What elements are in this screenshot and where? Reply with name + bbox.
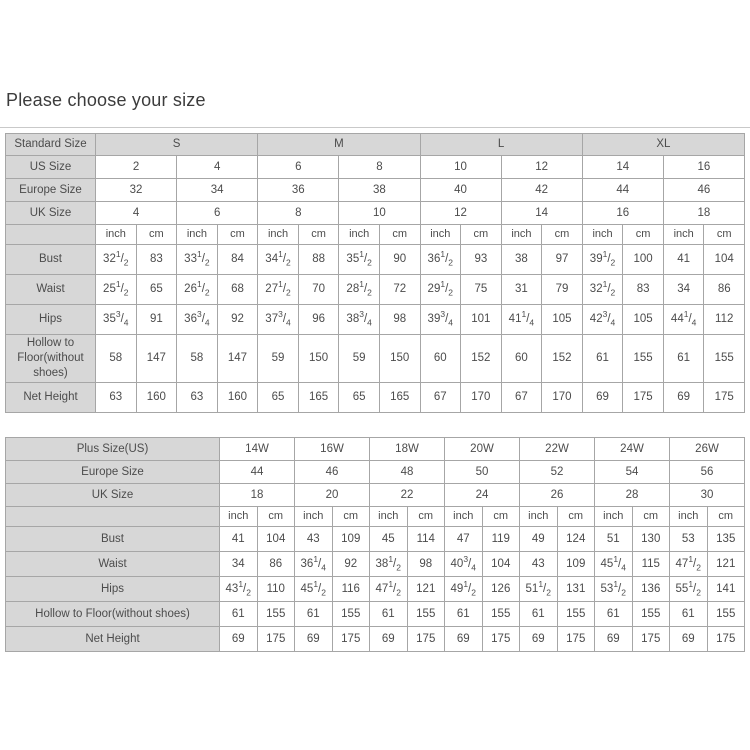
unit-header: cm bbox=[407, 507, 445, 527]
measure-value: 165 bbox=[298, 382, 339, 412]
measure-value: 175 bbox=[704, 382, 745, 412]
size-value: 16 bbox=[582, 202, 663, 225]
size-group-header: S bbox=[96, 134, 258, 156]
measure-value: 75 bbox=[461, 275, 502, 305]
unit-header: inch bbox=[295, 507, 333, 527]
title-divider bbox=[0, 127, 750, 128]
size-value: 48 bbox=[370, 461, 445, 484]
measure-value: 61 bbox=[663, 335, 704, 383]
measure-value: 112 bbox=[704, 305, 745, 335]
measure-value: $29^1/_2$ bbox=[420, 275, 461, 305]
measure-value: 116 bbox=[332, 577, 370, 602]
unit-header: cm bbox=[217, 225, 258, 245]
measure-value: 34 bbox=[663, 275, 704, 305]
unit-header: cm bbox=[632, 507, 670, 527]
row-label: Europe Size bbox=[6, 461, 220, 484]
measure-value: 109 bbox=[332, 527, 370, 552]
measure-value: $32^1/_2$ bbox=[96, 245, 137, 275]
measure-value: 147 bbox=[136, 335, 177, 383]
measure-value: 69 bbox=[520, 627, 558, 652]
size-value: 32 bbox=[96, 179, 177, 202]
measure-value: $36^1/_4$ bbox=[295, 552, 333, 577]
measure-value: 155 bbox=[257, 602, 295, 627]
size-value: 50 bbox=[445, 461, 520, 484]
table-row bbox=[6, 179, 745, 202]
measure-value: $37^3/_4$ bbox=[258, 305, 299, 335]
measure-value: 41 bbox=[220, 527, 258, 552]
size-value: 46 bbox=[663, 179, 744, 202]
measure-value: 155 bbox=[707, 602, 745, 627]
measure-value: 58 bbox=[177, 335, 218, 383]
measure-value: 61 bbox=[295, 602, 333, 627]
measure-value: 121 bbox=[407, 577, 445, 602]
unit-header: inch bbox=[582, 225, 623, 245]
measure-value: $36^3/_4$ bbox=[177, 305, 218, 335]
measure-value: 104 bbox=[257, 527, 295, 552]
measure-value: 121 bbox=[707, 552, 745, 577]
measure-value: 63 bbox=[177, 382, 218, 412]
size-value: 30 bbox=[670, 484, 745, 507]
unit-header: inch bbox=[96, 225, 137, 245]
measure-value: 84 bbox=[217, 245, 258, 275]
table-row bbox=[6, 461, 745, 484]
measure-value: 38 bbox=[501, 245, 542, 275]
row-label: UK Size bbox=[6, 484, 220, 507]
measure-value: 155 bbox=[623, 335, 664, 383]
measure-value: 114 bbox=[407, 527, 445, 552]
size-value: 34 bbox=[177, 179, 258, 202]
row-label: Bust bbox=[6, 527, 220, 552]
measure-value: 92 bbox=[217, 305, 258, 335]
table-row bbox=[6, 602, 745, 627]
measure-value: $44^1/_4$ bbox=[663, 305, 704, 335]
measure-value: 175 bbox=[632, 627, 670, 652]
unit-header: cm bbox=[461, 225, 502, 245]
measure-value: 92 bbox=[332, 552, 370, 577]
measure-value: $33^1/_2$ bbox=[177, 245, 218, 275]
measure-value: 98 bbox=[407, 552, 445, 577]
measure-value: 69 bbox=[582, 382, 623, 412]
measure-value: 65 bbox=[258, 382, 299, 412]
measure-value: 43 bbox=[295, 527, 333, 552]
table-row bbox=[6, 275, 745, 305]
size-value: 4 bbox=[177, 156, 258, 179]
unit-header: inch bbox=[420, 225, 461, 245]
size-value: 6 bbox=[258, 156, 339, 179]
unit-header: inch bbox=[177, 225, 218, 245]
measure-value: 91 bbox=[136, 305, 177, 335]
measure-value: 45 bbox=[370, 527, 408, 552]
size-value: 10 bbox=[420, 156, 501, 179]
size-value: 8 bbox=[339, 156, 420, 179]
measure-value: 86 bbox=[704, 275, 745, 305]
table-row bbox=[6, 156, 745, 179]
row-label: UK Size bbox=[6, 202, 96, 225]
size-value: 12 bbox=[420, 202, 501, 225]
measure-value: 31 bbox=[501, 275, 542, 305]
size-value: 20 bbox=[295, 484, 370, 507]
measure-value: 104 bbox=[704, 245, 745, 275]
measure-value: 152 bbox=[542, 335, 583, 383]
measure-value: 165 bbox=[379, 382, 420, 412]
measure-value: 61 bbox=[520, 602, 558, 627]
measure-value: $35^1/_2$ bbox=[339, 245, 380, 275]
size-value: 8 bbox=[258, 202, 339, 225]
measure-value: 51 bbox=[595, 527, 633, 552]
measure-value: 61 bbox=[370, 602, 408, 627]
table-row bbox=[6, 627, 745, 652]
measure-value: 131 bbox=[557, 577, 595, 602]
corner-empty-cell bbox=[6, 225, 96, 245]
size-value: 2 bbox=[96, 156, 177, 179]
row-label: Net Height bbox=[6, 627, 220, 652]
row-label: Bust bbox=[6, 245, 96, 275]
measure-value: 61 bbox=[595, 602, 633, 627]
measure-value: 104 bbox=[482, 552, 520, 577]
table-row bbox=[6, 305, 745, 335]
measure-value: $38^3/_4$ bbox=[339, 305, 380, 335]
measure-value: 136 bbox=[632, 577, 670, 602]
measure-value: 175 bbox=[407, 627, 445, 652]
size-group-header: XL bbox=[582, 134, 744, 156]
measure-value: 61 bbox=[582, 335, 623, 383]
table-row bbox=[6, 245, 745, 275]
measure-value: $38^1/_2$ bbox=[370, 552, 408, 577]
measure-value: 110 bbox=[257, 577, 295, 602]
size-value: 28 bbox=[595, 484, 670, 507]
measure-value: 170 bbox=[461, 382, 502, 412]
measure-value: $36^1/_2$ bbox=[420, 245, 461, 275]
row-label: Hollow to Floor(without shoes) bbox=[6, 335, 96, 383]
unit-header: inch bbox=[501, 225, 542, 245]
measure-value: 150 bbox=[379, 335, 420, 383]
measure-value: $25^1/_2$ bbox=[96, 275, 137, 305]
size-value: 42 bbox=[501, 179, 582, 202]
measure-value: 61 bbox=[670, 602, 708, 627]
unit-header: cm bbox=[379, 225, 420, 245]
size-value: 4 bbox=[96, 202, 177, 225]
measure-value: 47 bbox=[445, 527, 483, 552]
measure-value: 69 bbox=[595, 627, 633, 652]
measure-value: $34^1/_2$ bbox=[258, 245, 299, 275]
measure-value: 69 bbox=[670, 627, 708, 652]
measure-value: 109 bbox=[557, 552, 595, 577]
size-value: 36 bbox=[258, 179, 339, 202]
measure-value: 97 bbox=[542, 245, 583, 275]
measure-value: 59 bbox=[339, 335, 380, 383]
corner-empty-cell bbox=[6, 507, 220, 527]
measure-value: 69 bbox=[445, 627, 483, 652]
unit-header: inch bbox=[520, 507, 558, 527]
size-group-header: M bbox=[258, 134, 420, 156]
measure-value: 58 bbox=[96, 335, 137, 383]
measure-value: 105 bbox=[623, 305, 664, 335]
unit-header: inch bbox=[445, 507, 483, 527]
measure-value: $40^3/_4$ bbox=[445, 552, 483, 577]
measure-value: 98 bbox=[379, 305, 420, 335]
measure-value: 155 bbox=[557, 602, 595, 627]
size-value: 44 bbox=[220, 461, 295, 484]
unit-header: inch bbox=[595, 507, 633, 527]
measure-value: 141 bbox=[707, 577, 745, 602]
size-value: 26 bbox=[520, 484, 595, 507]
table-row bbox=[6, 484, 745, 507]
measure-value: 147 bbox=[217, 335, 258, 383]
measure-value: 79 bbox=[542, 275, 583, 305]
size-value: 24 bbox=[445, 484, 520, 507]
measure-value: 175 bbox=[332, 627, 370, 652]
table-row bbox=[6, 577, 745, 602]
measure-value: $49^1/_2$ bbox=[445, 577, 483, 602]
measure-value: 69 bbox=[295, 627, 333, 652]
standard-size-table bbox=[5, 133, 745, 413]
measure-value: 67 bbox=[501, 382, 542, 412]
measure-value: $45^1/_2$ bbox=[295, 577, 333, 602]
measure-value: 96 bbox=[298, 305, 339, 335]
size-value: 22 bbox=[370, 484, 445, 507]
table-row bbox=[6, 527, 745, 552]
row-label: Hollow to Floor(without shoes) bbox=[6, 602, 220, 627]
table-row bbox=[6, 202, 745, 225]
measure-value: 93 bbox=[461, 245, 502, 275]
measure-value: 61 bbox=[445, 602, 483, 627]
measure-value: 105 bbox=[542, 305, 583, 335]
measure-value: 69 bbox=[220, 627, 258, 652]
measure-value: $47^1/_2$ bbox=[370, 577, 408, 602]
unit-header: cm bbox=[136, 225, 177, 245]
measure-value: 61 bbox=[220, 602, 258, 627]
unit-header: cm bbox=[257, 507, 295, 527]
row-label: Waist bbox=[6, 275, 96, 305]
measure-value: 160 bbox=[136, 382, 177, 412]
measure-value: 155 bbox=[407, 602, 445, 627]
size-value: 16W bbox=[295, 438, 370, 461]
measure-value: $53^1/_2$ bbox=[595, 577, 633, 602]
measure-value: $42^3/_4$ bbox=[582, 305, 623, 335]
measure-value: 34 bbox=[220, 552, 258, 577]
measure-value: $27^1/_2$ bbox=[258, 275, 299, 305]
measure-value: $26^1/_2$ bbox=[177, 275, 218, 305]
unit-header: cm bbox=[707, 507, 745, 527]
row-label: Plus Size(US) bbox=[6, 438, 220, 461]
size-value: 10 bbox=[339, 202, 420, 225]
size-value: 18 bbox=[220, 484, 295, 507]
measure-value: 83 bbox=[136, 245, 177, 275]
measure-value: 63 bbox=[96, 382, 137, 412]
size-value: 24W bbox=[595, 438, 670, 461]
unit-header: cm bbox=[704, 225, 745, 245]
measure-value: 152 bbox=[461, 335, 502, 383]
measure-value: $45^1/_4$ bbox=[595, 552, 633, 577]
measure-value: $41^1/_4$ bbox=[501, 305, 542, 335]
row-label: Net Height bbox=[6, 382, 96, 412]
unit-header: cm bbox=[298, 225, 339, 245]
measure-value: 160 bbox=[217, 382, 258, 412]
table-row bbox=[6, 552, 745, 577]
unit-header: inch bbox=[670, 507, 708, 527]
measure-value: $43^1/_2$ bbox=[220, 577, 258, 602]
table-row bbox=[6, 134, 745, 156]
measure-value: 119 bbox=[482, 527, 520, 552]
row-label: US Size bbox=[6, 156, 96, 179]
measure-value: 126 bbox=[482, 577, 520, 602]
measure-value: 150 bbox=[298, 335, 339, 383]
plus-size-table bbox=[5, 437, 745, 652]
measure-value: $39^3/_4$ bbox=[420, 305, 461, 335]
page-title: Please choose your size bbox=[6, 90, 206, 110]
measure-value: 175 bbox=[482, 627, 520, 652]
table-row bbox=[6, 225, 745, 245]
measure-value: 175 bbox=[257, 627, 295, 652]
unit-header: cm bbox=[557, 507, 595, 527]
row-label: Waist bbox=[6, 552, 220, 577]
measure-value: 53 bbox=[670, 527, 708, 552]
measure-value: 41 bbox=[663, 245, 704, 275]
size-value: 14 bbox=[501, 202, 582, 225]
measure-value: 101 bbox=[461, 305, 502, 335]
row-label: Hips bbox=[6, 577, 220, 602]
unit-header: cm bbox=[332, 507, 370, 527]
unit-header: inch bbox=[663, 225, 704, 245]
unit-header: cm bbox=[542, 225, 583, 245]
measure-value: $55^1/_2$ bbox=[670, 577, 708, 602]
unit-header: inch bbox=[370, 507, 408, 527]
table-row bbox=[6, 335, 745, 383]
size-value: 20W bbox=[445, 438, 520, 461]
measure-value: 43 bbox=[520, 552, 558, 577]
size-value: 52 bbox=[520, 461, 595, 484]
size-value: 46 bbox=[295, 461, 370, 484]
table-row bbox=[6, 507, 745, 527]
size-value: 18 bbox=[663, 202, 744, 225]
size-value: 40 bbox=[420, 179, 501, 202]
measure-value: 69 bbox=[663, 382, 704, 412]
measure-value: 65 bbox=[136, 275, 177, 305]
row-label: Hips bbox=[6, 305, 96, 335]
measure-value: $32^1/_2$ bbox=[582, 275, 623, 305]
measure-value: 86 bbox=[257, 552, 295, 577]
measure-value: 68 bbox=[217, 275, 258, 305]
measure-value: 72 bbox=[379, 275, 420, 305]
measure-value: 67 bbox=[420, 382, 461, 412]
measure-value: $28^1/_2$ bbox=[339, 275, 380, 305]
size-value: 16 bbox=[663, 156, 744, 179]
measure-value: 90 bbox=[379, 245, 420, 275]
size-value: 6 bbox=[177, 202, 258, 225]
measure-value: 124 bbox=[557, 527, 595, 552]
size-value: 14 bbox=[582, 156, 663, 179]
measure-value: 59 bbox=[258, 335, 299, 383]
measure-value: 60 bbox=[501, 335, 542, 383]
size-value: 26W bbox=[670, 438, 745, 461]
size-value: 14W bbox=[220, 438, 295, 461]
table-row bbox=[6, 438, 745, 461]
size-value: 38 bbox=[339, 179, 420, 202]
measure-value: $39^1/_2$ bbox=[582, 245, 623, 275]
measure-value: 100 bbox=[623, 245, 664, 275]
measure-value: 155 bbox=[332, 602, 370, 627]
unit-header: cm bbox=[623, 225, 664, 245]
unit-header: inch bbox=[258, 225, 299, 245]
measure-value: 88 bbox=[298, 245, 339, 275]
size-value: 18W bbox=[370, 438, 445, 461]
size-value: 44 bbox=[582, 179, 663, 202]
measure-value: $35^3/_4$ bbox=[96, 305, 137, 335]
measure-value: 155 bbox=[704, 335, 745, 383]
measure-value: 175 bbox=[623, 382, 664, 412]
measure-value: 70 bbox=[298, 275, 339, 305]
measure-value: 175 bbox=[707, 627, 745, 652]
measure-value: $51^1/_2$ bbox=[520, 577, 558, 602]
measure-value: 155 bbox=[632, 602, 670, 627]
measure-value: 49 bbox=[520, 527, 558, 552]
measure-value: 69 bbox=[370, 627, 408, 652]
measure-value: 175 bbox=[557, 627, 595, 652]
measure-value: $47^1/_2$ bbox=[670, 552, 708, 577]
measure-value: 65 bbox=[339, 382, 380, 412]
size-value: 22W bbox=[520, 438, 595, 461]
measure-value: 130 bbox=[632, 527, 670, 552]
size-value: 56 bbox=[670, 461, 745, 484]
measure-value: 115 bbox=[632, 552, 670, 577]
measure-value: 155 bbox=[482, 602, 520, 627]
size-group-header: L bbox=[420, 134, 582, 156]
measure-value: 135 bbox=[707, 527, 745, 552]
measure-value: 170 bbox=[542, 382, 583, 412]
measure-value: 60 bbox=[420, 335, 461, 383]
unit-header: inch bbox=[220, 507, 258, 527]
unit-header: cm bbox=[482, 507, 520, 527]
size-value: 12 bbox=[501, 156, 582, 179]
row-label: Europe Size bbox=[6, 179, 96, 202]
corner-header-cell: Standard Size bbox=[6, 134, 96, 156]
size-value: 54 bbox=[595, 461, 670, 484]
measure-value: 83 bbox=[623, 275, 664, 305]
unit-header: inch bbox=[339, 225, 380, 245]
table-row bbox=[6, 382, 745, 412]
